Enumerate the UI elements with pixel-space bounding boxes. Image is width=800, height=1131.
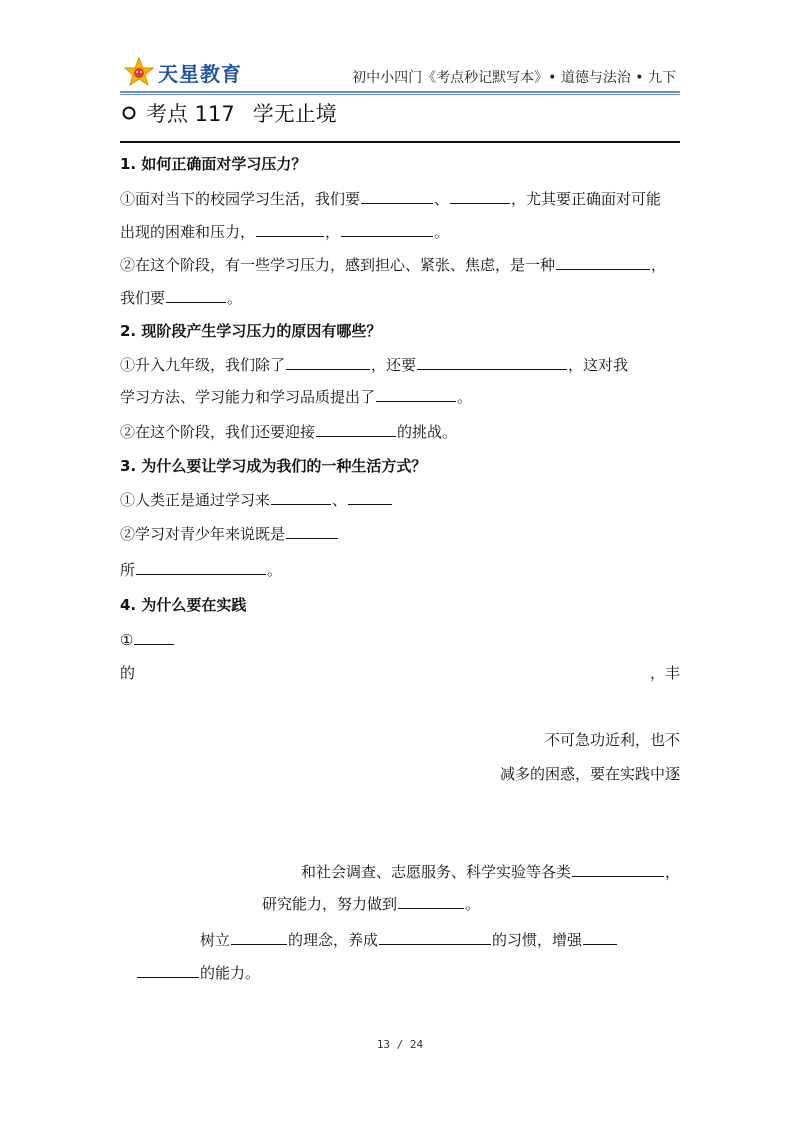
text: 我们要	[120, 289, 166, 307]
topic-title: 学无止境	[252, 102, 337, 126]
topic-label: 考点 117	[146, 102, 235, 126]
fill-blank[interactable]	[256, 222, 324, 237]
fill-blank[interactable]	[134, 630, 174, 645]
fill-blank[interactable]	[361, 189, 433, 204]
q4-answer-1	[120, 630, 175, 649]
text: ①	[120, 631, 134, 649]
text: ，还要	[371, 356, 417, 374]
text: 的理念，养成	[288, 931, 379, 949]
q1-answer-1-cont	[120, 221, 449, 242]
fill-blank[interactable]	[376, 387, 456, 402]
fragment-line	[200, 929, 618, 950]
text: ①升入九年级，我们除了	[120, 356, 286, 374]
fill-blank[interactable]	[166, 288, 226, 303]
text: 的	[120, 664, 136, 682]
q2-answer-1	[120, 354, 628, 375]
question-2: 2. 现阶段产生学习压力的原因有哪些？	[120, 322, 382, 340]
q3-answer-1	[120, 489, 393, 510]
text: ①人类正是通过学习来	[120, 491, 271, 509]
fill-blank[interactable]	[286, 355, 370, 370]
text: ①面对当下的校园学习生活，我们要	[120, 190, 361, 208]
fill-blank[interactable]	[450, 189, 510, 204]
q1-answer-2-cont	[120, 287, 242, 308]
text: 、	[332, 491, 348, 509]
text: 所	[120, 561, 136, 579]
text: 。	[465, 895, 481, 913]
header-divider-thin	[120, 94, 680, 95]
topic-heading	[122, 98, 337, 128]
text: 的挑战。	[397, 423, 458, 441]
text: ②在这个阶段，有一些学习压力，感到担心、紧张、焦虑，是一种	[120, 256, 556, 274]
fill-blank[interactable]	[583, 930, 617, 945]
q1-answer-1	[120, 188, 661, 209]
text: 的能力。	[200, 964, 261, 982]
text: 。	[227, 289, 243, 307]
question-4: 4. 为什么要在实践	[120, 596, 247, 614]
fill-blank[interactable]	[271, 490, 331, 505]
q3-answer-2-cont	[120, 559, 282, 580]
fill-blank[interactable]	[348, 490, 392, 505]
header-book-title: 初中小四门《考点秒记默写本》• 道德与法治 • 九下	[352, 70, 676, 86]
text: 树立	[200, 931, 231, 949]
logo	[124, 57, 242, 87]
fragment-line	[301, 861, 680, 882]
q2-answer-1-cont	[120, 386, 472, 407]
fill-blank[interactable]	[379, 930, 491, 945]
q4-answer-1-cont	[120, 662, 135, 683]
fill-blank[interactable]	[417, 355, 567, 370]
question-3: 3. 为什么要让学习成为我们的一种生活方式？	[120, 457, 427, 475]
text: ②学习对青少年来说既是	[120, 525, 286, 543]
text: ，这对我	[568, 356, 629, 374]
text: 研究能力，努力做到	[262, 895, 398, 913]
fill-blank[interactable]	[137, 963, 199, 978]
text: 。	[434, 223, 450, 241]
text: 学习方法、学习能力和学习品质提出了	[120, 388, 376, 406]
fragment-line	[262, 893, 480, 914]
text: ，	[664, 863, 680, 881]
text: ②在这个阶段，我们还要迎接	[120, 423, 316, 441]
text: ，	[325, 223, 341, 241]
fill-blank[interactable]	[556, 255, 650, 270]
fragment-line: 不可急功近利，也不	[544, 731, 680, 749]
logo-text: 天星教育	[158, 61, 242, 86]
star-mascot-icon	[124, 57, 154, 87]
q1-answer-2	[120, 254, 666, 275]
fill-blank[interactable]	[231, 930, 287, 945]
q4-answer-1-tail: ，丰	[649, 664, 680, 682]
topic-divider	[120, 141, 680, 143]
fill-blank[interactable]	[136, 560, 266, 575]
header-divider	[120, 91, 680, 93]
text: ，尤其要正确面对可能	[511, 190, 662, 208]
text: ，	[651, 256, 667, 274]
text: 和社会调查、志愿服务、科学实验等各类	[300, 863, 571, 881]
text: 。	[457, 388, 473, 406]
text: 、	[434, 190, 450, 208]
text: 的习惯，增强	[492, 931, 583, 949]
page-number: 13 / 24	[376, 1038, 424, 1051]
fill-blank[interactable]	[286, 524, 338, 539]
open-circle-icon	[122, 106, 136, 120]
fill-blank[interactable]	[341, 222, 433, 237]
fill-blank[interactable]	[398, 894, 464, 909]
fill-blank[interactable]	[316, 422, 396, 437]
page-header	[120, 55, 680, 91]
text: 出现的困难和压力，	[120, 223, 256, 241]
q2-answer-2	[120, 421, 457, 442]
text: 。	[267, 561, 283, 579]
q3-answer-2	[120, 523, 339, 544]
fill-blank[interactable]	[572, 862, 664, 877]
fragment-line: 减多的困惑，要在实践中逐	[499, 765, 680, 783]
question-1: 1. 如何正确面对学习压力？	[120, 155, 307, 173]
fragment-line	[136, 962, 260, 983]
